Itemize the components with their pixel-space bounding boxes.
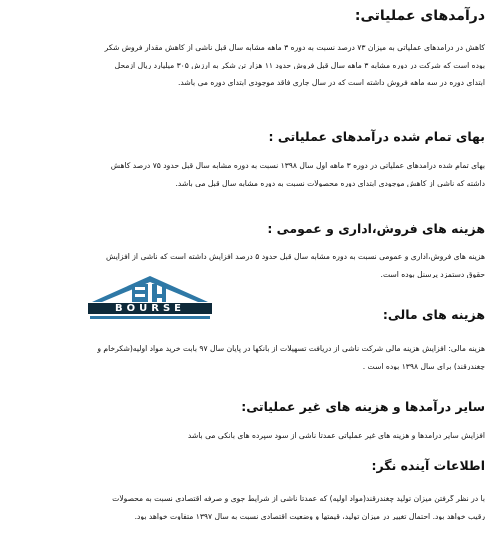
heading-non-operating: سایر درآمدها و هزینه های غیر عملیاتی: (241, 399, 485, 414)
heading-operating-revenue: درآمدهای عملیاتی: (354, 8, 485, 24)
text-line: هزینه های فروش،اداری و عمومی نسبت به دوره مشابه سال قبل حدود ۵ درصد افزایش داشته است که ناشی از افزایش (106, 253, 485, 261)
paragraph-non-operating (8, 432, 485, 450)
text-line: با در نظر گرفتن میزان تولید چغندرقند(مواد اولیه) که عمدتاً ناشی از شرایط جوی و صرفه اقتصادی نسبت به محصولات (112, 495, 485, 503)
heading-forward-looking: اطلاعات آینده نگر: (371, 458, 485, 473)
text-line: بوده است که شرکت در دوره مشابه ۳ ماهه سال قبل فروش حدود ۱۱ هزار تن شکر به ارزش ۳۰۵ میلیارد ریال ازمحل (114, 61, 485, 70)
paragraph-cost-of-revenue (8, 162, 485, 197)
text-line: حقوق دستمزد پرسنل بوده است. (380, 270, 485, 279)
heading-sga-expenses: هزینه های فروش،اداری و عمومی : (267, 221, 485, 236)
paragraph-financial-expenses (8, 345, 485, 380)
paragraph-forward-looking (8, 495, 485, 530)
text-line: بهای تمام شده درآمدهای عملیاتی در دوره ۳ ماهه اول سال ۱۳۹۸ نسبت به دوره مشابه سال قبل حدود ۷۵ درصد کاهش (110, 162, 485, 170)
watermark-text: BOURSE (115, 303, 185, 314)
text-line: کاهش در درآمدهای عملیاتی به میزان ۷۳ درصد نسبت به دوره ۳ ماهه مشابه سال قبل ناشی از کاهش مقدار فروش شکر (104, 44, 485, 52)
text-line: چغندرقند) برای سال ۱۳۹۸ بوده است . (362, 362, 485, 371)
text-line: هزینه مالی: افزایش هزینه مالی شرکت ناشی از دریافت تسهیلات از بانکها در پایان سال ۹۷ بابت خرید مواد اولیه(شکرخام و (97, 345, 485, 353)
text-line: داشته که ناشی از کاهش موجودی ابتدای دوره محصولات نسبت به دوره مشابه سال قبل می باشد. (175, 179, 485, 188)
watermark-number (132, 280, 168, 281)
text-line: افزایش سایر درآمدها و هزینه های غیر عملیاتی عمدتاً ناشی از سود سپرده های بانکی می باشد (187, 432, 485, 440)
heading-financial-expenses: هزینه های مالی: (382, 307, 485, 322)
text-line: ابتدای دوره در سه ماهه فروش داشته است که در سال جاری فاقد موجودی ابتدای دوره می باشد. (177, 79, 485, 87)
paragraph-operating-revenue (8, 44, 485, 97)
heading-cost-of-revenue: بهای تمام شده درآمدهای عملیاتی : (268, 129, 485, 144)
text-line: رقیب خواهد بود. احتمال تغییر در میزان تولید، قیمتها و وضعیت اقتصادی نسبت به سال ۱۳۹۷ متفاوت خواهد بود. (134, 512, 485, 521)
